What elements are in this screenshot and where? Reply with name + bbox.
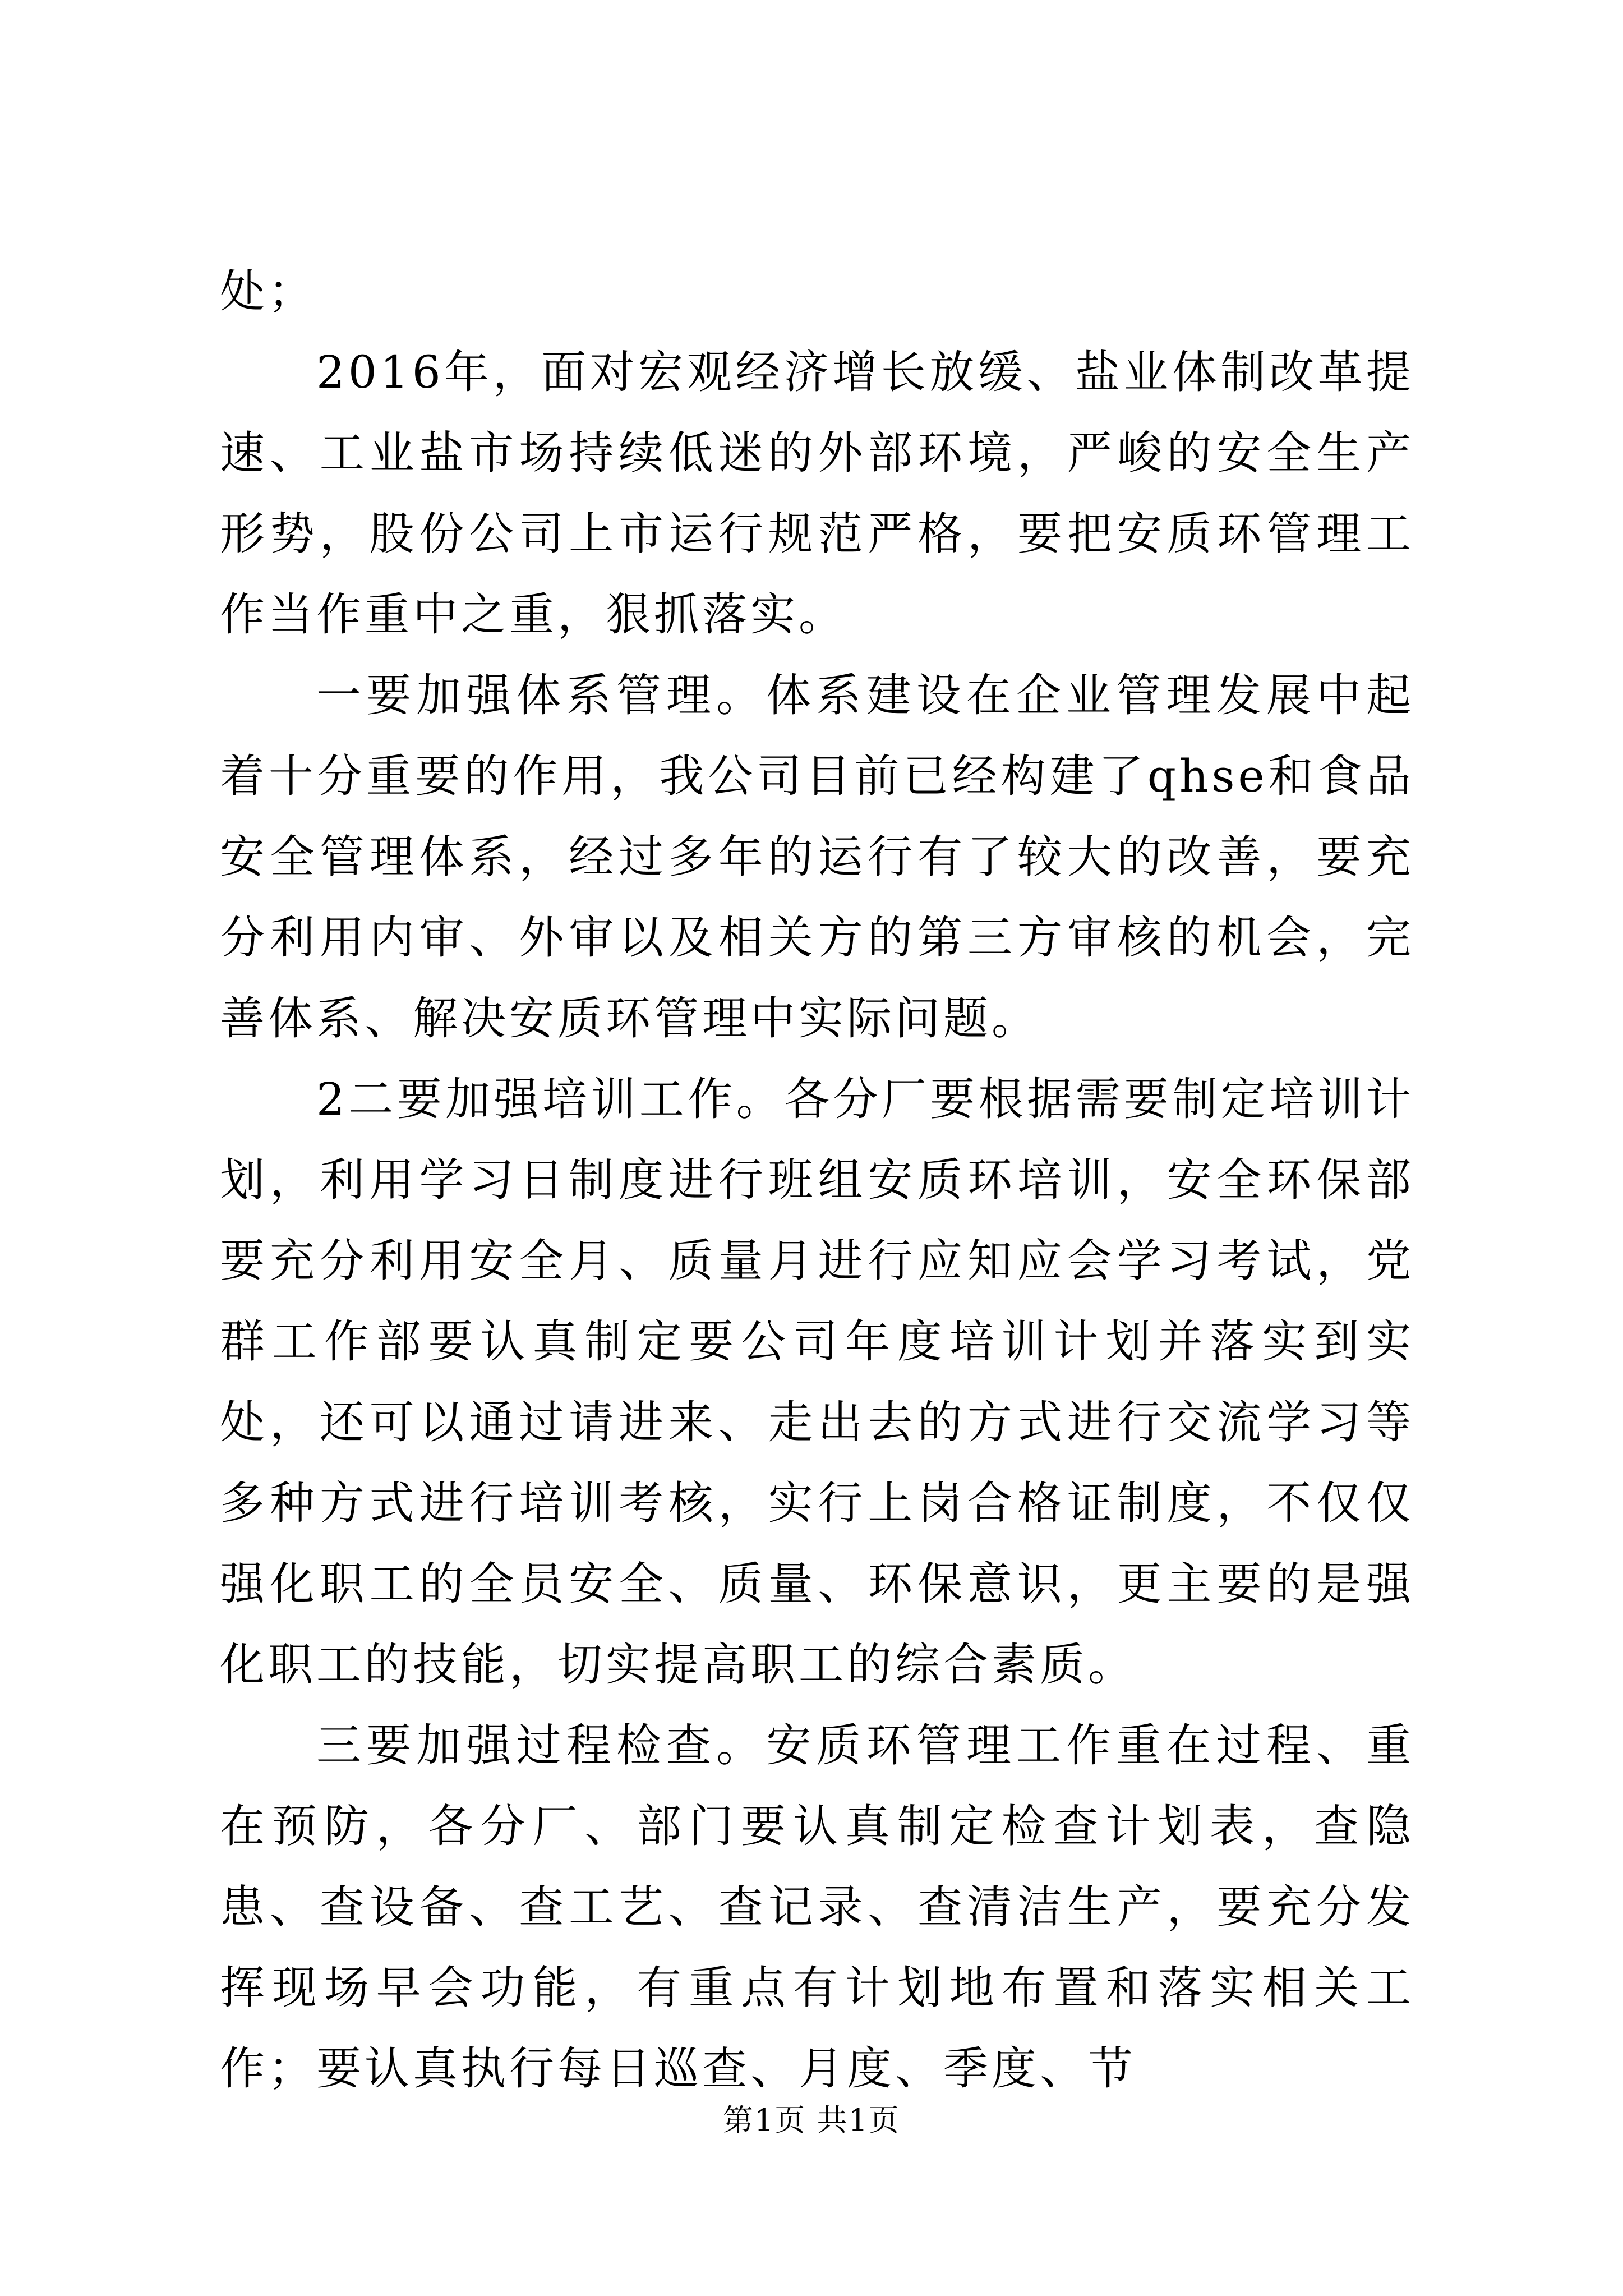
page-footer: 第1页 共1页 [723, 2102, 900, 2138]
document-body [220, 251, 1414, 2109]
paragraph-process-inspection: 三要加强过程检查。安质环管理工作重在过程、重在预防，各分厂、部门要认真制定检查计划表，查隐患、查设备、查工艺、查记录、查清洁生产，要充分发挥现场早会功能，有重点有计划地布置和落实相关工作；要认真执行每日巡查、月度、季度、节 [220, 1719, 1414, 2095]
paragraph-training: 2二要加强培训工作。各分厂要根据需要制定培训计划，利用学习日制度进行班组安质环培训，安全环保部要充分利用安全月、质量月进行应知应会学习考试，党群工作部要认真制定要公司年度培训计划并落实到实处，还可以通过请进来、走出去的方式进行交流学习等多种方式进行培训考核，实行上岗合格证制度，不仅仅强化职工的全员安全、质量、环保意识，更主要的是强化职工的技能，切实提高职工的综合素质。 [220, 1073, 1414, 1691]
paragraph-system-management: 一要加强体系管理。体系建设在企业管理发展中起着十分重要的作用，我公司目前已经构建了qhse和食品安全管理体系，经过多年的运行有了较大的改善，要充分利用内审、外审以及相关方的第三方审核的机会，完善体系、解决安质环管理中实际问题。 [220, 669, 1414, 1045]
paragraph-intro: 2016年，面对宏观经济增长放缓、盐业体制改革提速、工业盐市场持续低迷的外部环境，严峻的安全生产形势，股份公司上市运行规范严格，要把安质环管理工作当作重中之重，狠抓落实。 [220, 346, 1414, 641]
paragraph-continuation: 处； [220, 265, 316, 318]
